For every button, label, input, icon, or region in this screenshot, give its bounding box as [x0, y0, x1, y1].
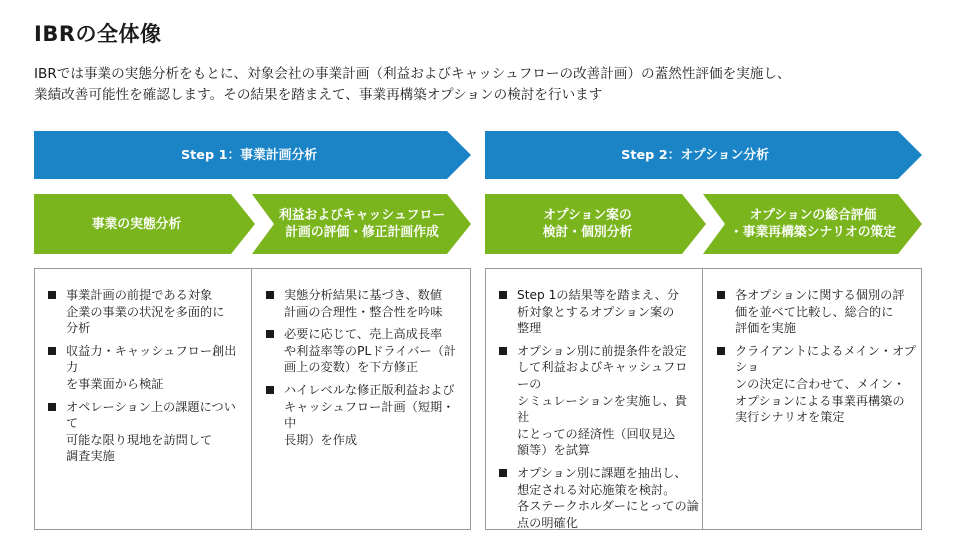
bullet-line: オプション別に課題を抽出し、	[517, 465, 687, 480]
bullet-line: キャッシュフロー計画（短期・中	[284, 399, 455, 431]
bullet-line: 評価を実施	[735, 321, 796, 336]
bullet-line: 調査実施	[66, 449, 115, 464]
bullet-line: 画上の変数）を下方修正	[284, 360, 419, 375]
phase-2-label	[268, 194, 456, 254]
bullet-square-icon	[499, 469, 507, 477]
intro-line-2: 業績改善可能性を確認します。その結果を踏まえて、事業再構築オプションの検討を行います	[34, 87, 603, 103]
step-2-label: Step 2：オプション分析	[621, 147, 769, 163]
bullet-line: 可能な限り現地を訪問して	[66, 432, 213, 447]
bullet-item	[499, 287, 699, 337]
bullet-item	[499, 465, 699, 531]
bullet-line: 必要に応じて、売上高成長率	[284, 327, 443, 342]
bullet-line: 点の明確化	[517, 515, 578, 530]
column-3-bullets	[499, 287, 699, 537]
phase-2-line-2: 計画の評価・修正計画作成	[285, 225, 439, 240]
bullet-line: 実態分析結果に基づき、数値	[284, 288, 442, 302]
bullet-item	[266, 382, 466, 448]
bullet-item	[48, 287, 248, 337]
column-4-bullets	[717, 287, 917, 432]
bullet-line: オプション別に前提条件を設定	[517, 343, 687, 358]
bullet-square-icon	[48, 347, 56, 355]
bullet-square-icon	[48, 291, 56, 299]
bullet-item	[48, 399, 248, 465]
bullet-line: 計画の合理性・整合性を吟味	[284, 304, 443, 319]
bullet-line: や利益率等のPLドライバー（計	[284, 343, 456, 358]
bullet-line: 整理	[517, 321, 542, 336]
bullet-line: 各オプションに関する個別の評	[735, 288, 905, 302]
bullet-line: 想定される対応施策を検討。	[517, 482, 676, 497]
bullet-line: にとっての経済性（回収見込	[517, 426, 676, 441]
bullet-line: オペレーション上の課題について	[66, 399, 236, 431]
bullet-line: 収益力・キャッシュフロー創出力	[66, 343, 237, 375]
bullet-square-icon	[717, 291, 725, 299]
intro-text	[34, 64, 934, 106]
bullet-item	[717, 287, 917, 337]
bullet-line: 事業計画の前提である対象	[66, 288, 213, 302]
bullet-line: ハイレベルな修正版利益および	[284, 382, 455, 397]
bullet-line: 析対象とするオプション案の	[517, 304, 675, 319]
bullet-line: シミュレーションを実施し、貴社	[517, 393, 687, 425]
bullet-square-icon	[499, 291, 507, 299]
phase-4-label	[719, 194, 907, 254]
phase-1-line-1: 事業の実態分析	[91, 216, 182, 232]
intro-line-1: IBRでは事業の実態分析をもとに、対象会社の事業計画（利益およびキャッシュフローの改善計画）の蓋然性評価を実施し、	[34, 66, 791, 82]
bullet-square-icon	[499, 347, 507, 355]
bullet-square-icon	[266, 386, 274, 394]
step-1-label: Step 1：事業計画分析	[180, 147, 318, 163]
phase-3-label	[485, 194, 690, 254]
bullet-item	[717, 343, 917, 426]
bullet-line: 各ステークホルダーにとっての論	[517, 499, 699, 514]
bullet-line: 分析	[66, 321, 91, 336]
bullet-square-icon	[266, 330, 274, 338]
bullet-item	[48, 343, 248, 393]
phase-4-line-1: オプションの総合評価	[749, 208, 877, 223]
bullet-line: 実行シナリオを策定	[735, 410, 845, 425]
column-2-bullets	[266, 287, 466, 454]
bullet-square-icon	[48, 403, 56, 411]
phase-2-line-1: 利益およびキャッシュフロー	[278, 208, 446, 223]
phase-3-line-1: オプション案の	[543, 208, 632, 223]
page-title: IBRの全体像	[34, 22, 162, 46]
bullet-item	[266, 326, 466, 376]
column-divider	[251, 268, 252, 530]
column-1-bullets	[48, 287, 248, 471]
bullet-line: ンの決定に合わせて、メイン・	[735, 376, 906, 391]
bullet-item	[266, 287, 466, 320]
bullet-line: 額等）を試算	[517, 443, 591, 458]
bullet-line: オプションによる事業再構築の	[735, 393, 905, 408]
bullet-line: Step 1の結果等を踏まえ、分	[517, 288, 679, 302]
bullet-line: クライアントによるメイン・オプショ	[735, 343, 916, 375]
phase-4-line-2: ・事業再構築シナリオの策定	[729, 225, 897, 240]
bullet-square-icon	[717, 347, 725, 355]
bullet-line: 価を並べて比較し、総合的に	[735, 304, 894, 319]
column-divider	[702, 268, 703, 530]
bullet-line: して利益およびキャッシュフローの	[517, 360, 688, 391]
bullet-line: 企業の事業の状況を多面的に	[66, 304, 225, 319]
bullet-item	[499, 343, 699, 459]
phase-1-label	[34, 194, 239, 254]
phase-3-line-2: 検討・個別分析	[542, 225, 633, 240]
bullet-line: を事業面から検証	[66, 376, 164, 391]
bullet-square-icon	[266, 291, 274, 299]
bullet-line: 長期）を作成	[284, 432, 358, 447]
